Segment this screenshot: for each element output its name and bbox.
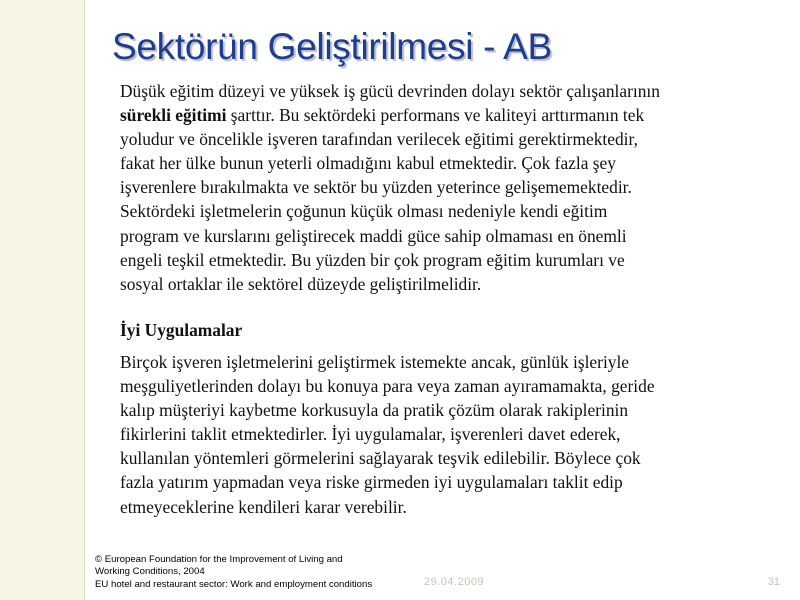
paragraph-line: kullanılan yöntemleri görmelerini sağlayarak teşvik edilebilir. Böylece çok [120,448,641,469]
footer-date: 29.04.2009 [424,576,485,588]
slide-title: Sektörün Geliştirilmesi - AB [112,26,552,67]
paragraph-line [120,103,760,127]
paragraph-line: işverenlere bırakılmakta ve sektör bu yüzden yeterince gelişememektedir. [120,177,632,198]
emphasis-text: sürekli eğitimi [120,105,227,126]
paragraph-line: Birçok işveren işletmelerini geliştirmek istemekte ancak, günlük işleriyle [120,352,630,372]
paragraph-line: sosyal ortaklar ile sektörel düzeyde geliştirilmelidir. [120,273,482,294]
paragraph-line: Düşük eğitim düzeyi ve yüksek iş gücü devrinden dolayı sektör çalışanlarının [120,81,660,101]
paragraph-line: engeli teşkil etmektedir. Bu yüzden bir çok program eğitim kurumları ve [120,249,625,270]
paragraph-line: etmeyeceklerine kendileri karar verebilir. [120,496,407,517]
paragraph-line-rest: şarttır. Bu sektördeki performans ve kaliteyi arttırmanın tek [226,105,645,126]
paragraph-line: meşguliyetlerinden dolayı bu konuya para veya zaman ayıramamakta, geride [120,376,655,397]
page-number: 31 [767,576,780,588]
paragraph-line: program ve kurslarını geliştirecek maddi güce sahip olmaması en önemli [120,225,627,246]
paragraph-line: Sektördeki işletmelerin çoğunun küçük olması nedeniyle kendi eğitim [120,201,608,222]
paragraph-line: yoludur ve öncelikle işveren tarafından verilecek eğitimi gerektirmektedir, [120,129,638,150]
footer-copyright [95,554,435,591]
paragraph-training [120,79,760,296]
paragraph-line: kalıp müşteriyi kaybetme korkusuyla da pratik çözüm olarak rakiplerinin [120,400,629,421]
slide-sidebar [0,0,84,600]
paragraph-line: fakat her ülke bunun yeterli olmadığını kabul etmektedir. Çok fazla şey [120,153,616,174]
footer-line: Working Conditions, 2004 [95,566,205,578]
sidebar-divider [84,0,85,600]
paragraph-good-practices [120,350,760,519]
paragraph-line: fazla yatırım yapmadan veya riske girmeden iyi uygulamaları taklit edip [120,472,623,493]
section-heading: İyi Uygulamalar [120,320,243,340]
footer-line: EU hotel and restaurant sector: Work and employment conditions [95,578,373,590]
footer-line: © European Foundation for the Improvement of Living and [95,554,343,565]
paragraph-line: fikirlerini taklit etmektedirler. İyi uygulamalar, işverenleri davet ederek, [120,424,621,445]
